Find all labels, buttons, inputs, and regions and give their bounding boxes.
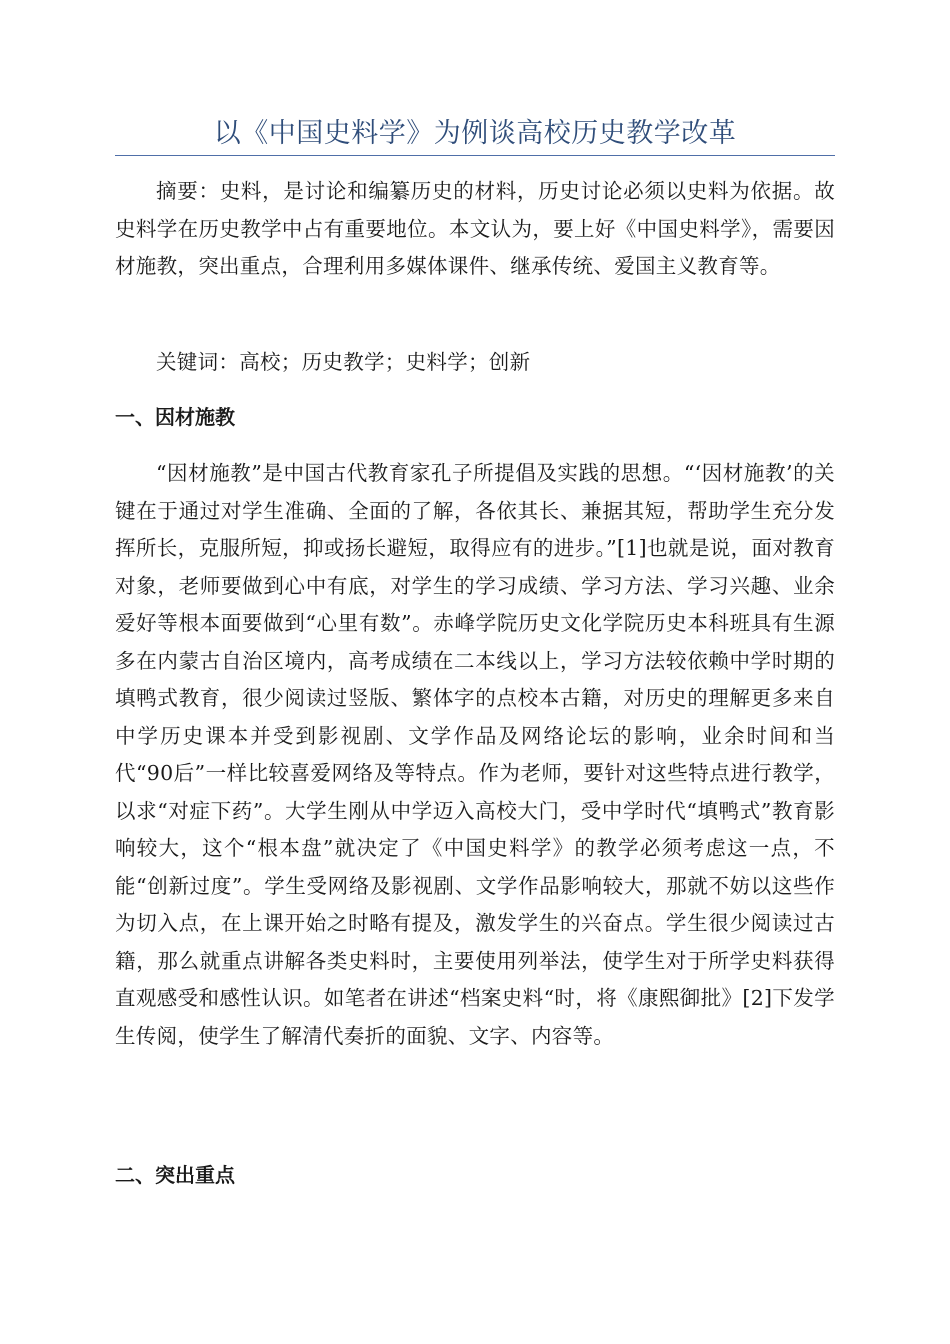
keywords-line: 关键词：高校；历史教学；史料学；创新 — [156, 350, 531, 374]
section-1-heading-block — [115, 402, 835, 432]
section-heading: 一、因材施教 — [115, 405, 235, 429]
body-paragraph: “因材施教”是中国古代教育家孔子所提倡及实践的思想。“‘因材施教’的关键在于通过对学生准确、全面的了解，各依其长、兼据其短，帮助学生充分发挥所长，克服所短，抑或扬长避短，取得应有的进步。”[1]也就是说，面对教育对象，老师要做到心中有底，对学生的学习成绩、学习方法、学习兴趣、业余爱好等根本面要做到“心里有数”。赤峰学院历史文化学院历史本科班具有生源多在内蒙古自治区境内，高考成绩在二本线以上，学习方法较依赖中学时期的填鸭式教育，很少阅读过竖版、繁体字的点校本古籍，对历史的理解更多来自中学历史课本并受到影视剧、文学作品及网络论坛的影响，业余时间和当代“90后”一样比较喜爱网络及等特点。作为老师，要针对这些特点进行教学，以求“对症下药”。大学生刚从中学迈入高校大门，受中学时代“填鸭式”教育影响较大，这个“根本盘”就决定了《中国史料学》的教学必须考虑这一点，不能“创新过度”。学生受网络及影视剧、文学作品影响较大，那就不妨以这些作为切入点，在上课开始之时略有提及，激发学生的兴奋点。学生很少阅读过古籍，那么就重点讲解各类史料时，主要使用列举法，使学生对于所学史料获得直观感受和感性认识。如笔者在讲述“档案史料“时，将《康熙御批》[2]下发学生传阅，使学生了解清代奏折的面貌、文字、内容等。 — [115, 461, 835, 1048]
section-2-heading-block — [115, 1160, 835, 1190]
section-1-body-block — [115, 455, 835, 1055]
section-heading: 二、突出重点 — [115, 1163, 235, 1187]
document-title: 以《中国史料学》为例谈高校历史教学改革 — [213, 118, 737, 149]
abstract-block — [115, 173, 835, 286]
abstract-paragraph: 摘要：史料，是讨论和编纂历史的材料，历史讨论必须以史料为依据。故史料学在历史教学中占有重要地位。本文认为，要上好《中国史料学》，需要因材施教，突出重点，合理利用多媒体课件、继承传统、爱国主义教育等。 — [115, 179, 835, 278]
title-underline — [115, 155, 835, 156]
keywords-block — [115, 344, 835, 382]
